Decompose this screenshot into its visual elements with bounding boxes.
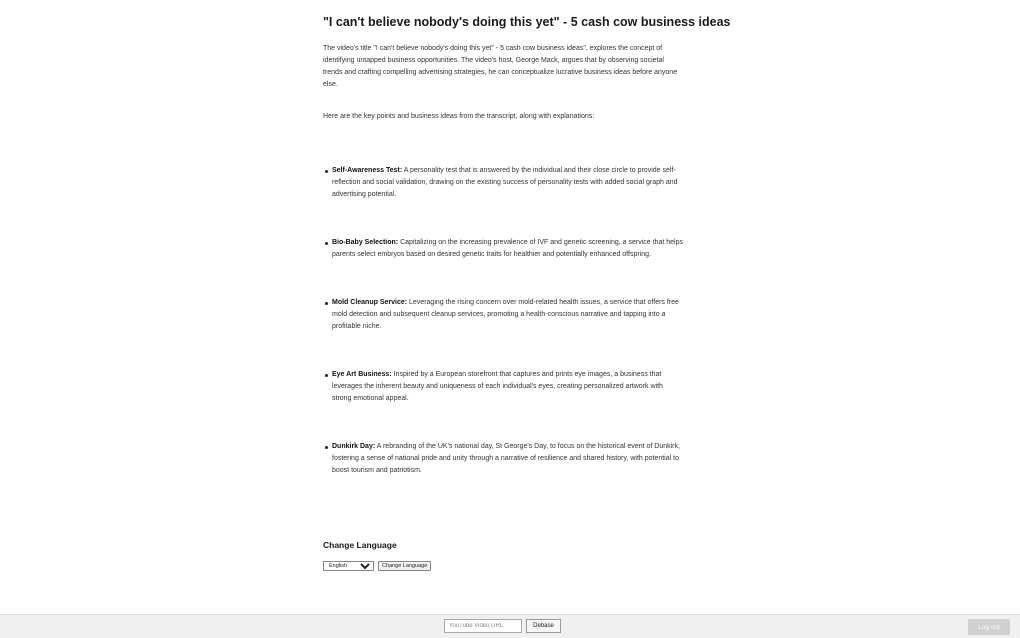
list-item [332, 441, 683, 477]
logout-button[interactable]: Log out [968, 619, 1010, 635]
idea-name: Mold Cleanup Service: [332, 299, 408, 306]
article [323, 14, 731, 513]
change-language-heading: Change Language [323, 540, 397, 550]
list-item [332, 297, 683, 333]
idea-text: A personality test that is answered by the individual and their close circle to provide self-reflection and social validation, drawing on the existing success of personality tests with added social graph and advertising potential. [332, 167, 678, 198]
idea-text: A rebranding of the UK's national day, St George's Day, to focus on the historical event of Dunkirk, fostering a sense of national pride and unity through a narrative of resilience and shared history, with potential to boost tourism and patriotism. [332, 443, 680, 474]
idea-name: Bio-Baby Selection: [332, 239, 399, 246]
idea-text: Inspired by a European storefront that captures and prints eye images, a business that leverages the inherent beauty and uniqueness of each individual's eyes, creating personalized artwork with strong emotional appeal. [332, 371, 663, 402]
article-title: "I can't believe nobody's doing this yet" - 5 cash cow business ideas [323, 15, 731, 29]
article-lead: Here are the key points and business ideas from the transcript, along with explanations: [323, 113, 595, 120]
change-language-button[interactable]: Change Language [378, 561, 431, 571]
list-item [332, 165, 683, 201]
list-item [332, 369, 683, 405]
ideas-list [323, 165, 683, 477]
article-intro: The video's title "I can't believe nobody's doing this yet" - 5 cash cow business ideas", explores the concept of identifying untapped business opportunities. The video's host, George Mack, argues that by observing societal trends and crafting compelling advertising strategies, he can conceptualize lucrative business ideas before anyone else. [323, 45, 678, 88]
idea-name: Dunkirk Day: [332, 443, 376, 450]
debase-button[interactable]: Debase [526, 619, 561, 633]
idea-text: Capitalizing on the increasing prevalence of IVF and genetic screening, a service that helps parents select embryos based on desired genetic traits for healthier and potentially enhanced offspring. [332, 239, 683, 258]
idea-name: Eye Art Business: [332, 371, 392, 378]
language-select[interactable] [323, 561, 374, 571]
language-controls [323, 561, 431, 571]
youtube-url-input[interactable] [444, 619, 522, 633]
idea-text: Leveraging the rising concern over mold-related health issues, a service that offers free mold detection and subsequent cleanup services, promoting a health-conscious narrative and tapping into a profitable niche. [332, 299, 679, 330]
bottom-bar [0, 614, 1020, 638]
list-item [332, 237, 683, 261]
idea-name: Self-Awareness Test: [332, 167, 403, 174]
